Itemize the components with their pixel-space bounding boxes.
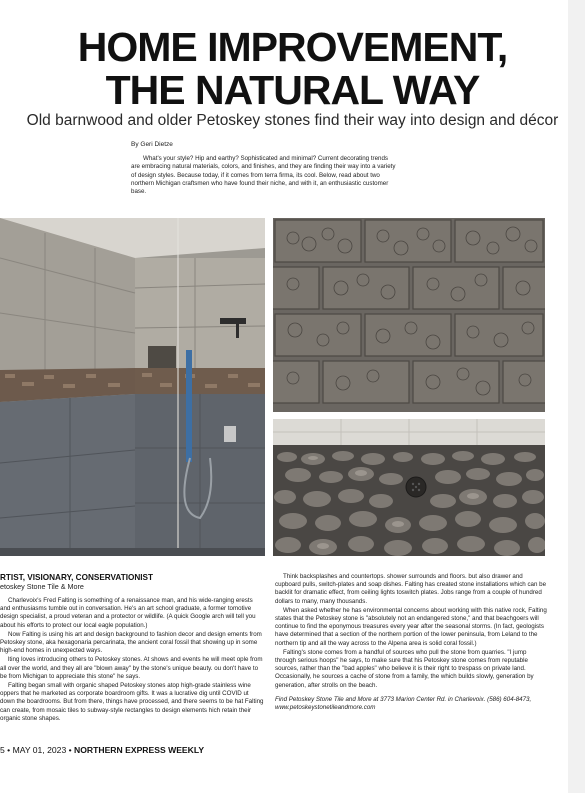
article-column-2 bbox=[275, 573, 548, 712]
intro-paragraph: What's your style? Hip and earthy? Sophisticated and minimal? Current decorating trends are embracing natural materials, colors, and finishes, and they are finding their way into a variety of design styles. Because today, if it comes from terra firma, its cool. Below, read about two northern Michigan craftsmen who have found their niche, and with it, an enthusiastic customer base. bbox=[131, 155, 396, 196]
subtitle: Old barnwood and older Petoskey stones find their way into design and décor bbox=[26, 112, 559, 129]
petoskey-brick-tile-photo bbox=[273, 218, 545, 412]
business-credit bbox=[275, 696, 548, 712]
body-paragraph: Think backsplashes and countertops. shower surrounds and floors. but also drawer and cupboard pulls, switch-plates and soap dishes. Falting has created stone installations which can be backlit for dramatic effect, from ceiling lights toswitch plates. Jobs range from a couple of hundred dollars to many, many thousands. bbox=[275, 573, 547, 605]
page-footer bbox=[0, 745, 204, 755]
body-paragraph: Now Falting is using his art and design background to fashion decor and design ements from Petoskey stone, aka hexagonaria percarinata, the ancient coral fossil that showing up in some high-end homes in unexpected ways. bbox=[0, 630, 262, 655]
headline-line-2: THE NATURAL WAY bbox=[105, 67, 480, 113]
body-paragraph: When asked whether he has environmental concerns about working with this native rock, Falting states that the Petoskey stone is "absolutely not an endangered stone," and that beachgoers will continue to find the eponymous treasures every year after the seasonal storms. (In fact, geologists have determined that a section of the northern portion of the lower peninsula, from Leland to the northern tip and all the way across to the Alpena area is solid coral fossil.) bbox=[275, 606, 547, 647]
pebble-floor-photo bbox=[273, 419, 545, 556]
byline: By Geri Dietze bbox=[131, 141, 173, 148]
article-column-1 bbox=[0, 573, 264, 724]
footer-page-date: 5 • MAY 01, 2023 • bbox=[0, 745, 75, 755]
body-paragraph: Falting's stone comes from a handful of sources who pull the stone from quarries. "I jump through serious hoops" he says, to make sure that his Petoskey stone comes from reputable sources, rather than the "bad apples" who believe it is their right to trespass on private land. Occasionally, he sources a cache of stone from a family, the which builds slowly, generation by generation, after strolls on the beach. bbox=[275, 648, 534, 689]
shower-photo bbox=[0, 218, 265, 556]
credit-address: Find Petoskey Stone Tile and More at 3773 Marion Center Rd. in Charlevoix. (586) 604-8473, bbox=[275, 695, 532, 703]
body-paragraph: Falting began small with organic shaped Petoskey stones atop high-grade stainless wine oppers that he marketed as corporate boardroom gifts. It was a lucrative dig until COVID ut down the boardrooms. But from there, things have processed, and there seems to be hat Falting can create, from mosaic tiles to subway-style rectangles to design elements hich retain their organic stone shapes. bbox=[0, 682, 264, 722]
body-paragraph: Charlevoix's Fred Falting is something of a renaissance man, and his wide-ranging erests and enthusiasms tumble out in conversation. He's an art school graduate, a former tomotive design specialist, a proud veteran and a protector or wildlife. (A quick Google arch will tell you about his efforts to protect our local eagle population.) bbox=[0, 597, 256, 629]
footer-publication: NORTHERN EXPRESS WEEKLY bbox=[74, 745, 205, 755]
headline-line-1: HOME IMPROVEMENT, bbox=[77, 24, 508, 70]
section-heading: RTIST, VISIONARY, CONSERVATIONIST bbox=[0, 573, 153, 582]
credit-website-link[interactable]: www.petoskeystonetileandmore.com bbox=[275, 704, 376, 712]
section-subheading: etoskey Stone Tile & More bbox=[0, 582, 84, 591]
body-paragraph: lting loves introducing others to Petoskey stones. At shows and events he will meet ople from all over the world, and they all are "blown away" by the stone's unique beauty. ou don't have to be from Michigan to appreciate this stone" he says. bbox=[0, 656, 263, 680]
